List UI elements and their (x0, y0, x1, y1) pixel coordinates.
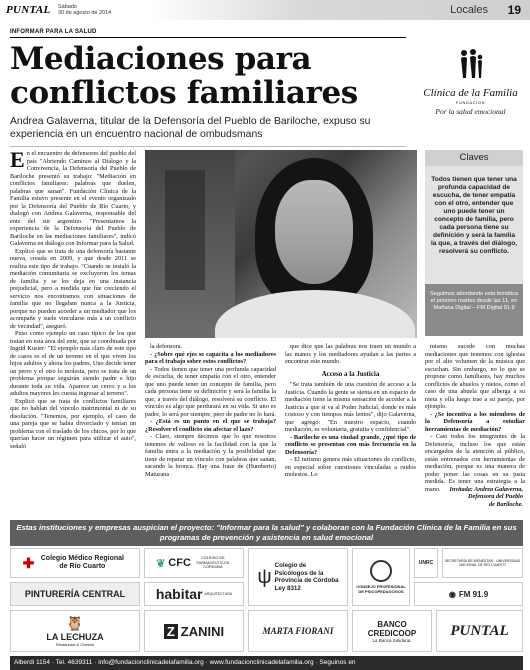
article-column-3 (285, 343, 416, 516)
sponsor-label: PUNTAL (450, 622, 509, 639)
sponsor-puntal[interactable] (436, 610, 523, 652)
issue-day: Sábado (58, 4, 77, 10)
sponsor-label: LA LECHUZA (46, 632, 104, 642)
sponsor-sublabel: ARQUITECTURA (204, 592, 233, 596)
sponsor-label: CFC (168, 557, 191, 569)
article-subhead: Andrea Galaverna, titular de la Defensoría del Pueblo de Bariloche, expuso su experiencia en un encuentro nacional de ombudsmans (10, 116, 371, 140)
family-icon (456, 48, 486, 80)
sponsor-cfc[interactable] (144, 548, 244, 578)
photo-subject-face (275, 180, 353, 284)
section-name: Locales (450, 4, 488, 16)
sponsor-sublabel: COLEGIO DE FARMACÉUTICOS CÓRDOBA (196, 556, 230, 570)
sponsor-colegio-medico[interactable] (10, 548, 140, 578)
article-headline: Mediaciones para conflictos familiares (10, 41, 358, 111)
paragraph: que dice que las palabras nos traen un mundo a las manos y los mediadores ayudan a las partes a encontrar este mundo. (285, 343, 416, 365)
article-column-1 (10, 150, 136, 516)
photo-background (165, 170, 205, 290)
sponsor-habitar[interactable] (144, 582, 244, 606)
caption-line: de Bariloche. (488, 500, 523, 508)
sponsor-puntal-fm[interactable] (414, 582, 523, 606)
medical-cross-icon: ✚ (22, 554, 35, 571)
sponsor-secretaria[interactable] (442, 548, 523, 578)
interview-question: - ¿Está es un punto en el que se trabaja? ¿Resolver el conflicto sin afectar el lazo? (145, 418, 276, 433)
z-icon: Z (164, 624, 178, 639)
sponsors-grid (10, 548, 523, 656)
caption-line: Defensora del Pueblo (468, 493, 523, 501)
paragraph: - Todos tienen que tener una profunda capacidad de escucha, de tener empatía con el otro, entender que uno puede tener un concepto de familia, pero cada persona tiene su definición y será la familia la que, a través del diálogo, resolverá su conflicto. El vínculo es algo que perdurará en su vida. Si uno es padre, lo será por siempre, pero de padre no lo hará. (145, 365, 276, 418)
divider (10, 37, 406, 38)
issue-date-text: 30 de agosto de 2014 (58, 10, 112, 16)
section-bar (150, 0, 530, 20)
paragraph: Puso como ejemplo un caso típico de los que tratan en esta área del ente, que se coordinada por Ingrid Kuster: "El ejemplo más claro de este tipo de casos es el de un terreno en el que viven los hijos adultos y ahora los padres. Uno decide tener un perro y el otro lo molesta, pero se trata de un problema porque seguirán siendo padre e hijo durante toda su vida. Aparece un cerco y a los adultos mayores les cuesta ingresar al terreno". (10, 330, 136, 397)
sponsors-intro: Estas instituciones y empresas auspician el proyecto: "Informar para la salud" y colaboran con la Fundación Clínica de la Familia en sus programas de prevención y asistencia en salud emocional (10, 520, 523, 546)
interview-question: - ¿Sobre qué ejes se capacita a los mediadores para el trabajo sobre estos conflictos? (145, 350, 276, 365)
photo-caption (425, 486, 523, 508)
sponsor-label: BANCO CREDICOOP (367, 619, 417, 638)
owl-icon: 🦉 (66, 615, 84, 631)
logo-subtitle: FUNDACION (455, 100, 486, 105)
interviewee-photo (145, 150, 417, 338)
sponsor-label: UNRC (418, 560, 434, 566)
paragraph: "Se trata también de una cuestión de acceso a la Justicia. Cuando la gente se sienta en un espacio de mediación tiene la misma sensación de acceder a la Justicia a que si va al Poder Judicial, donde es más costoso y con tiempos más lentos", dijo Galaverna, que agregó: "En nuestro espacio, cuando mediación, es voluntaria, gratuita y confidencial". (285, 381, 416, 433)
sponsor-label: FM 91.9 (458, 589, 489, 599)
sponsor-unrc[interactable] (414, 548, 438, 578)
paragraph: Explicó que se trata de una defensoría bastante nueva, creada en 2009, y que desde 2011 se realiza este tipo de trabajo. "Cuando se instaló la mediación comunitaria se excluyeron los temas de familia y se los deja en una instancia prejudicial, pero a medida que fue creciendo el servicio nos encontramos con situaciones de familia que no llegaban nunca a la Justicia, porque no pueden acceder a un mediador que los acompañe y suele vincularse más a un conflicto de vecindad", aseguró. (10, 247, 136, 330)
paragraph: la defensora. (150, 343, 183, 350)
sponsor-label: habitar (155, 586, 203, 602)
section-kicker: INFORMAR PARA LA SALUD (10, 29, 97, 35)
interview-question: - ¿Se incentiva a los miembros de la Defensoría a estudiar herramientas de mediación? (425, 410, 525, 433)
sponsor-consejo[interactable] (352, 548, 410, 606)
paragraph: - El turismo genera más situaciones de conflicto, en especial sobre cuestiones vinculadas a ruidos molestos. Lo (285, 456, 416, 478)
paragraph-text: n el encuentro de defensores del pueblo del país "Abriendo Caminos al Diálogo y la Convivencia, la Defensoría del Pueblo de Bariloche presentó su trabajo: "Mediación en conflictos familiares: palabras que duelen, palabras que sanan". Fundación Clínica de la Familia estuvo presente en el evento organizado por la Defensoría del Pueblo de Río Cuarto, y dialogó con Andrea Galaverna, responsable del ente del sur argentino. "Presentamos la experiencia de la Defensoría del Pueblo de Bariloche en las mediaciones familiares", indicó Galaverna en diálogo con Informar para la Salud. (10, 150, 136, 247)
divider (10, 146, 406, 147)
interview-question: - Bariloche es una ciudad grande, ¿qué tipo de conflicto se presentan con más frecuencia en la Defensoría? (285, 433, 416, 456)
claves-text: Todos tienen que tener una profunda capacidad de escucha, de tener empatía con el otro, entender que uno puede tener un concepto de familia, pero cada persona tiene su definición y será la familia la que, a través del diálogo, resolverá su conflicto. (430, 176, 518, 255)
foundation-logo (418, 44, 523, 129)
issue-date (58, 4, 148, 16)
sponsor-sublabel: La Banca Solidaria. (372, 637, 412, 643)
sponsor-label: PINTURERÍA CENTRAL (24, 589, 126, 599)
emblem-icon (370, 560, 392, 582)
sponsor-marta-fiorani[interactable] (248, 610, 348, 652)
sponsor-sublabel: Restaurant & Cheese (55, 642, 95, 647)
sponsor-zanini[interactable] (144, 610, 244, 652)
sponsor-label: CONSEJO PROFESIONAL DE PSICOPEDAGOGOS (356, 584, 406, 594)
subsection-heading: Acceso a la Justicia (321, 369, 380, 378)
claves-title: Claves (425, 150, 523, 166)
psi-icon: ψ (257, 565, 272, 588)
contact-footer: Alberdi 1154 · Tel. 4639311 · info@fundacionclinicadelafamilia.org · www.fundacionclinicadelafamilia.org · Seguinos en (10, 656, 523, 670)
claves-box (425, 150, 523, 336)
logo-tagline: Por la salud emocional (435, 107, 506, 116)
newspaper-brand: PUNTAL (0, 4, 58, 16)
sponsor-psicologos[interactable] (248, 548, 348, 606)
paragraph: - Claro, siempre decimos que lo que nosotros tenemos de valioso es la facilidad con la que la familia entra a la mediación y la posibilidad que tiene de reparar un vínculo con palabras que sanan, sacando la bronca. Hay una frase de (Humberto) Maturana (145, 433, 276, 478)
sponsor-credicoop[interactable] (352, 610, 432, 652)
sponsor-label: SECRETARÍA DE BIENESTAR - UNIVERSIDAD NACIONAL DE RÍO CUARTO (444, 558, 521, 567)
sponsor-label: ZANINI (180, 623, 225, 639)
radio-note: Seguimos abordando esta temática el próximo martes desde las 11, en Mañana Digital – FM Digital 91.9 (425, 284, 523, 336)
paragraph: Explicó que se trata de conflictos familiares que no hablan del vínculo matrimonial ni de su disolución. "Tenemos, por ejemplo, el caso de una pareja que se había divorciado y tenían un problema con el traslado de los chicos, por lo que querían hacer un régimen para utilizar el auto", señaló (10, 397, 136, 450)
drop-cap: E (10, 150, 25, 172)
paragraph: - Casi todos los integrantes de la Defensoría, incluso los que están encargados de la atención al público, están entrenados con herramientas de mediación, porque es una manera de poder poner las cosas en su justa medida. Es tener una estrategia a la mano. (425, 433, 525, 493)
photo-subject-body (215, 290, 415, 338)
sponsor-label: Colegio Médico Regional de Río Cuarto (40, 555, 124, 570)
sponsor-label: Colegio de Psicólogos de la Provincia de Córdoba Ley 8312 (274, 562, 339, 592)
article-column-2 (145, 343, 276, 516)
sponsor-label: MARTA FIORANI (262, 626, 334, 636)
sponsor-pintureria[interactable] (10, 582, 140, 606)
radio-icon: ◉ (448, 589, 456, 599)
sponsor-la-lechuza[interactable] (10, 610, 140, 652)
leaf-icon: ❦ (156, 557, 166, 570)
paragraph: mismo sucede con muchas mediaciones que tenemos con iglesias por el alto volumen de la música que escuchan. Sin embargo, no lo que se propone como familiares, hay muchos conflictos de abuelos y nietos, como el caso de una abuela que alberga a su nieta y ella luego trae a su pareja, por ejemplo. (425, 343, 525, 410)
page-number: 19 (507, 3, 521, 17)
logo-name: Clínica de la Familia (423, 87, 518, 99)
caption-line: Invitada: Andrea Galaverna, (449, 486, 523, 493)
masthead-bar (0, 0, 530, 20)
paragraph (10, 150, 136, 248)
